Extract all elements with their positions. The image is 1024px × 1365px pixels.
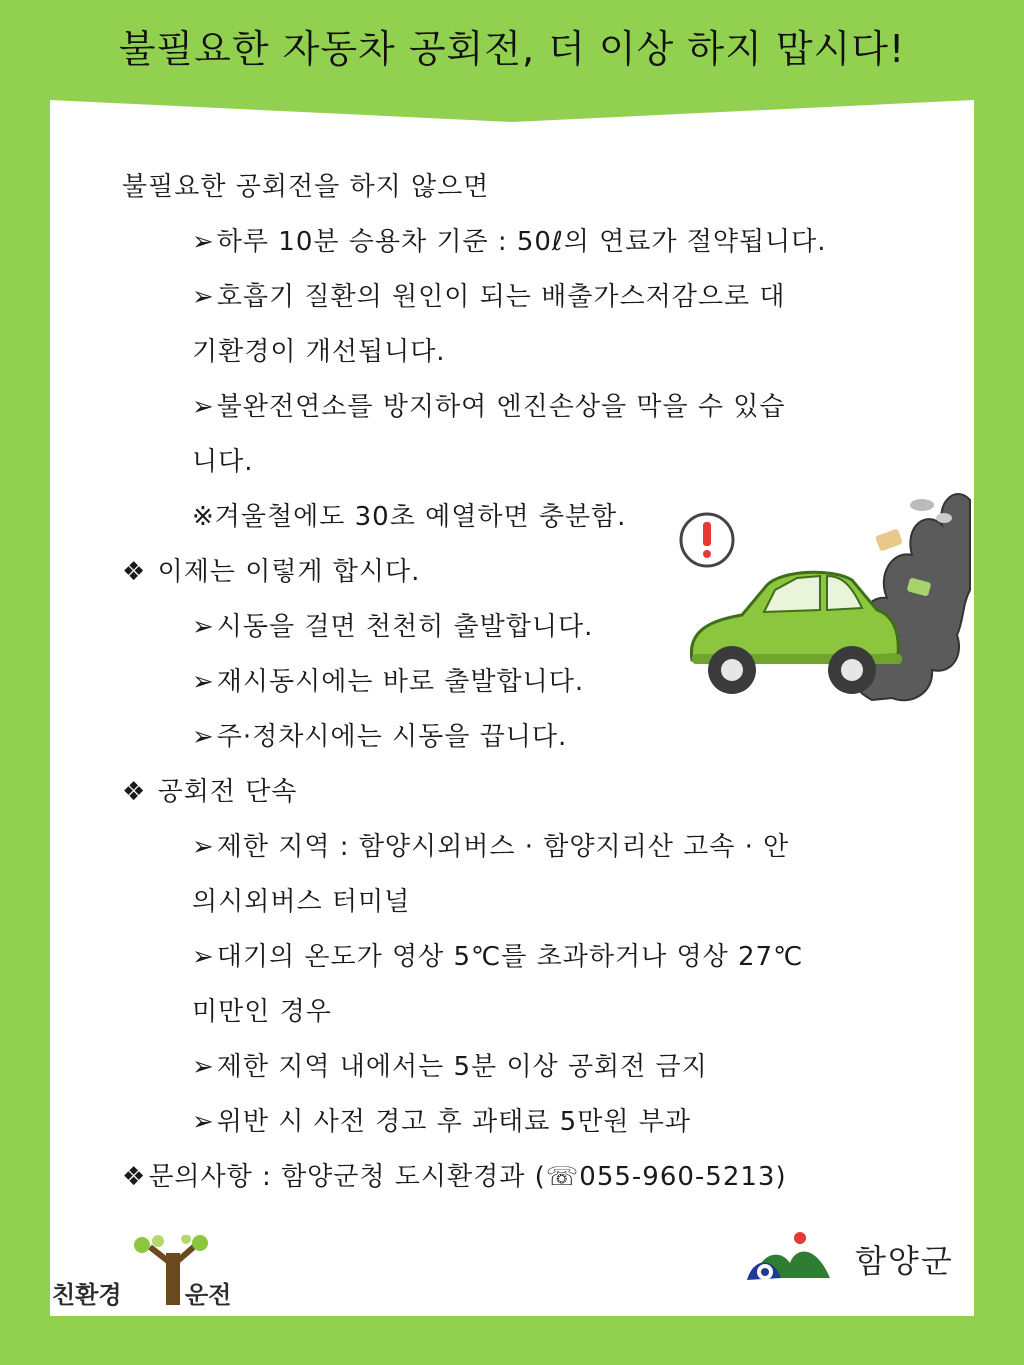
idling-car-illustration xyxy=(672,470,972,710)
hamyang-county-emblem xyxy=(745,1228,835,1288)
arrow-bullet-icon: ➢ xyxy=(192,282,215,312)
warning-bubble-icon xyxy=(681,514,733,566)
arrow-bullet-icon: ➢ xyxy=(192,942,215,972)
green-car-icon xyxy=(691,572,902,694)
enforcement-area: ➢제한 지역 : 함양시외버스 · 함양지리산 고속 · 안 xyxy=(192,832,790,862)
contact-line: ❖문의사항 : 함양군청 도시환경과 (☏055-960-5213) xyxy=(122,1162,787,1192)
enforcement-limit: ➢제한 지역 내에서는 5분 이상 공회전 금지 xyxy=(192,1052,708,1082)
eco-logo-text-left: 친환경 xyxy=(52,1281,122,1309)
county-name: 함양군 xyxy=(855,1242,954,1280)
page-title: 불필요한 자동차 공회전, 더 이상 하지 맙시다! xyxy=(118,27,906,71)
winter-note: ※겨울철에도 30초 예열하면 충분함. xyxy=(192,502,627,532)
section-how-to: ❖ 이제는 이렇게 합시다. xyxy=(122,557,421,587)
arrow-bullet-icon: ➢ xyxy=(192,1052,215,1082)
benefit-air-cont: 기환경이 개선됩니다. xyxy=(192,337,446,367)
enforcement-area-cont: 의시외버스 터미널 xyxy=(192,887,411,917)
section-enforcement: ❖ 공회전 단속 xyxy=(122,777,298,807)
diamond-bullet-icon: ❖ xyxy=(122,557,147,587)
enforcement-temperature-cont: 미만인 경우 xyxy=(192,997,332,1027)
arrow-bullet-icon: ➢ xyxy=(192,1107,215,1137)
eco-logo-text-right: 운전 xyxy=(185,1281,232,1309)
benefit-engine: ➢불완전연소를 방지하여 엔진손상을 막을 수 있습 xyxy=(192,392,786,422)
diamond-bullet-icon: ❖ xyxy=(122,777,147,807)
benefit-air: ➢호흡기 질환의 원인이 되는 배출가스저감으로 대 xyxy=(192,282,786,312)
enforcement-temperature: ➢대기의 온도가 영상 5℃를 초과하거나 영상 27℃ xyxy=(192,942,804,972)
howto-engine-off: ➢주·정차시에는 시동을 끕니다. xyxy=(192,722,568,752)
arrow-bullet-icon: ➢ xyxy=(192,392,215,422)
diamond-bullet-icon: ❖ xyxy=(122,1162,147,1192)
arrow-bullet-icon: ➢ xyxy=(192,667,215,697)
howto-restart: ➢재시동시에는 바로 출발합니다. xyxy=(192,667,585,697)
benefit-fuel: ➢하루 10분 승용차 기준 : 50ℓ의 연료가 절약됩니다. xyxy=(192,227,827,257)
intro-line: 불필요한 공회전을 하지 않으면 xyxy=(122,172,490,202)
howto-start-slow: ➢시동을 걸면 천천히 출발합니다. xyxy=(192,612,594,642)
arrow-bullet-icon: ➢ xyxy=(192,612,215,642)
arrow-bullet-icon: ➢ xyxy=(192,227,215,257)
arrow-bullet-icon: ➢ xyxy=(192,832,215,862)
enforcement-penalty: ➢위반 시 사전 경고 후 과태료 5만원 부과 xyxy=(192,1107,691,1137)
arrow-bullet-icon: ➢ xyxy=(192,722,215,752)
benefit-engine-cont: 니다. xyxy=(192,447,254,477)
